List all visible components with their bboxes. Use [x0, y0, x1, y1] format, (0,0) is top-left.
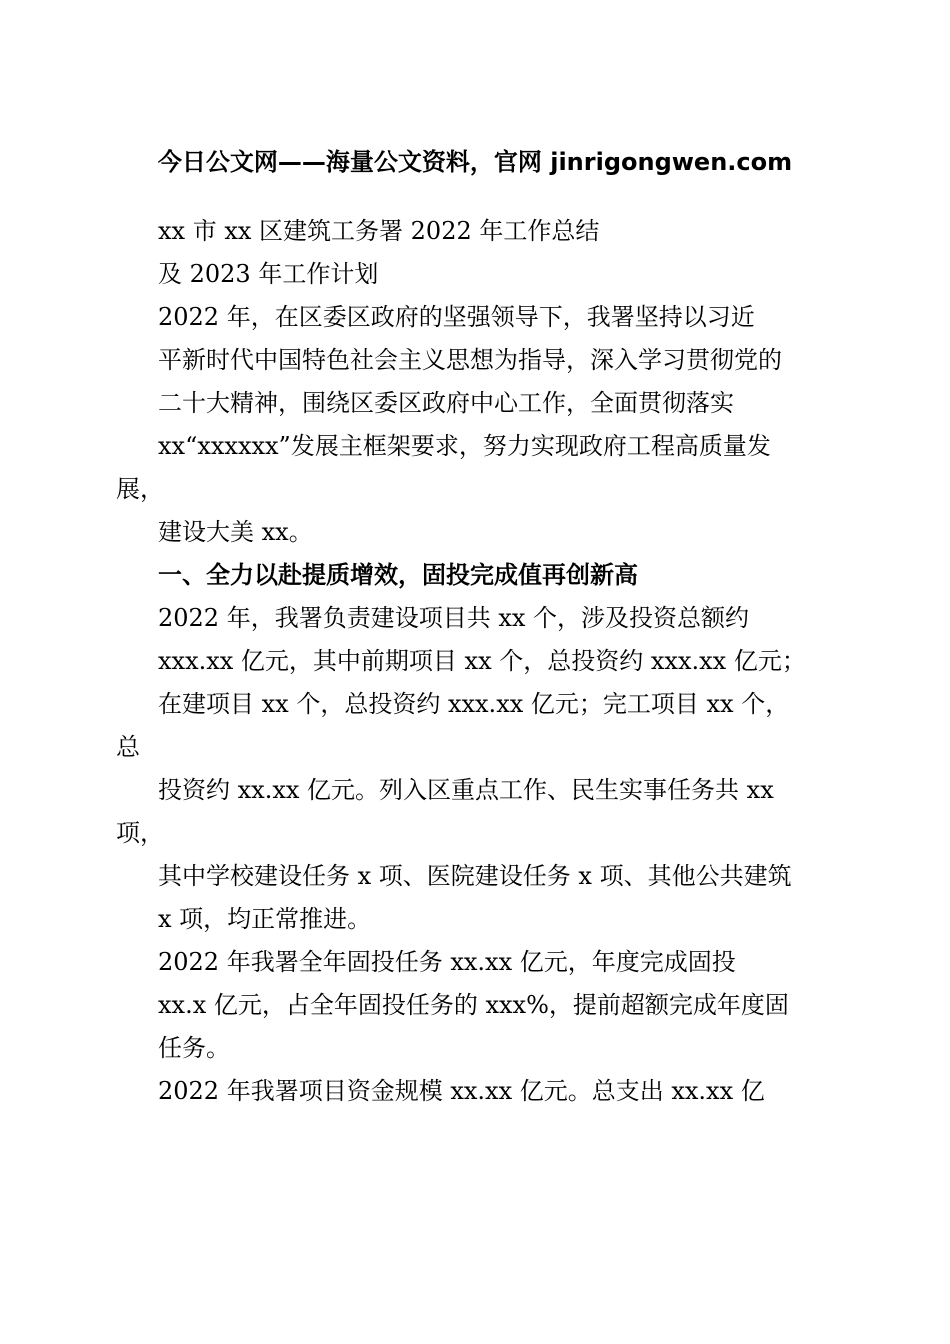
paragraph-line: 任务。	[158, 1034, 230, 1062]
paragraph-line: 项，	[116, 819, 164, 847]
intro-line: 建设大美 xx。	[158, 518, 313, 546]
paragraph-line: 2022 年，我署负责建设项目共 xx 个，涉及投资总额约	[158, 604, 750, 632]
intro-line: 2022 年，在区委区政府的坚强领导下，我署坚持以习近	[158, 303, 755, 331]
paragraph-line: x 项，均正常推进。	[158, 905, 372, 933]
paragraph-line: 投资约 xx.xx 亿元。列入区重点工作、民生实事任务共 xx	[158, 776, 774, 804]
document-body	[116, 210, 836, 1113]
intro-line: 展，	[116, 475, 164, 503]
paragraph-line: 2022 年我署全年固投任务 xx.xx 亿元，年度完成固投	[158, 948, 736, 976]
paragraph-line: xx.x 亿元，占全年固投任务的 xxx%，提前超额完成年度固	[158, 991, 789, 1019]
document-title-line-1: xx 市 xx 区建筑工务署 2022 年工作总结	[158, 217, 600, 245]
intro-line: 二十大精神，围绕区委区政府中心工作，全面贯彻落实	[158, 389, 734, 417]
site-header-banner: 今日公文网——海量公文资料，官网 jinrigongwen.com	[157, 148, 793, 176]
paragraph-line: xxx.xx 亿元，其中前期项目 xx 个，总投资约 xxx.xx 亿元；	[158, 647, 806, 675]
paragraph-line: 在建项目 xx 个，总投资约 xxx.xx 亿元；完工项目 xx 个，	[158, 690, 790, 718]
paragraph-line: 总	[116, 733, 140, 761]
intro-line: 平新时代中国特色社会主义思想为指导，深入学习贯彻党的	[158, 346, 782, 374]
paragraph-line: 2022 年我署项目资金规模 xx.xx 亿元。总支出 xx.xx 亿	[158, 1077, 765, 1105]
document-title-line-2: 及 2023 年工作计划	[158, 260, 379, 288]
intro-line: xx“xxxxxx”发展主框架要求，努力实现政府工程高质量发	[158, 432, 771, 460]
paragraph-line: 其中学校建设任务 x 项、医院建设任务 x 项、其他公共建筑	[158, 862, 792, 890]
section-1-heading: 一、全力以赴提质增效，固投完成值再创新高	[158, 561, 638, 589]
